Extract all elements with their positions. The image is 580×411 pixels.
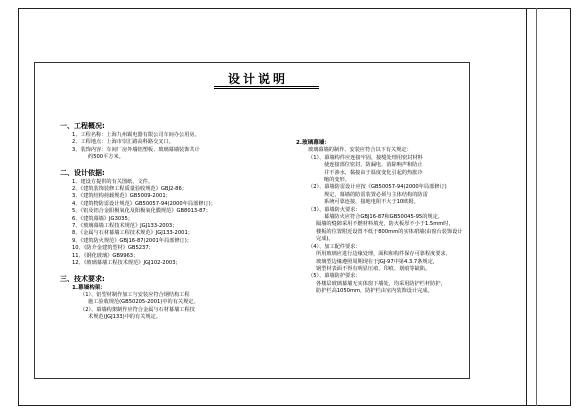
basis-line: 3、《建筑结构荷载规范》GB5009-2001；	[72, 193, 171, 200]
basis-line: 5、《铝及铝合金阳极氧化及阳极氧化膜规范》GB8013-87；	[72, 208, 211, 215]
overview-line: 2、工程地点：上海市崇汇路高科路交叉口。	[72, 139, 174, 146]
glass-line: 系统可靠连接，接地电阻不大于10欧姆。	[324, 199, 419, 206]
glass-line: 各楼层玻璃幕墙无实体窗下墙处，均采用防护栏杆防护，	[316, 280, 446, 287]
section-title-overview: 一、工程概况:	[60, 122, 105, 130]
basis-line: 4、《建筑物防雷设计规范》GB50057-94(2000年局部修订)；	[72, 200, 216, 207]
left-column	[60, 122, 280, 322]
tech-line: （1）、铝型材制作加工与安装应符合钢结构工程	[80, 291, 190, 298]
glass-line: 完成)。	[316, 236, 334, 243]
tech-line: 施工验收规范(GB50205-2001)中的有关规定。	[88, 299, 199, 306]
basis-line: 7、《玻璃幕墙工程技术规范》JGJ133-2003；	[72, 223, 178, 230]
glass-line: 防护栏高1050mm，防护栏由室内装饰设计完成。	[316, 288, 433, 295]
title-block-divider-inner	[536, 8, 537, 406]
glass-line: 玻璃型边缘遵照周期现在于JGJ-97中第4.3.7条规定，	[316, 258, 438, 265]
section-title-tech: 三、技术要求:	[60, 274, 105, 283]
glass-line: 所用玻璃应进行边缘处理，面积和构件保存可靠程度要求，	[316, 251, 451, 258]
glass-line: 幕墙防火应符合GBJ16-87和GB50045-95的规定。	[324, 214, 443, 221]
overview-line: 1、工程名称：上海九州霸电器有限公司车间办公用房。	[72, 132, 200, 138]
basis-line: 6、《建筑幕墙》JG3035；	[72, 215, 133, 222]
right-column	[296, 140, 466, 296]
page-title: 设计说明	[228, 72, 289, 86]
glass-line: （3）、幕墙防火要求：	[308, 206, 361, 213]
tech-line: 术规范(JGJ133)中的有关规定。	[88, 314, 161, 321]
glass-line: 玻璃幕墙的制作、安装应符合以下有关规定：	[308, 147, 412, 154]
section-title-basis: 二、设计依据:	[60, 168, 105, 177]
glass-line: （1）、幕墙构件应连接牢固，接缝处理用密封材料	[308, 154, 423, 161]
glass-line: （2）、幕墙防雷设计应按《GB50057-94(2000年局部修订)	[308, 184, 447, 191]
title-block-divider	[526, 8, 527, 406]
section-title-glass-curtain-wall: 2.玻璃幕墙：	[296, 140, 330, 146]
glass-line: （4）、加工配件要求：	[308, 243, 361, 250]
tech-line: （2）、幕墙构架制作应符合金属与石材幕墙工程技	[80, 306, 195, 313]
glass-line: 楼板的位置附近设置不低于800mm的实体裙墙(由窗台装饰设计	[316, 228, 463, 235]
glass-line: 规定，幕墙的防雷装置必须与主体结构的防雷	[324, 191, 428, 198]
basis-line: 2、《建筑装饰装修工程质量验收规范》GBJ2-86；	[72, 186, 187, 193]
glass-line: 并不渗水，黏接由于温度变化引起的热胀冷	[324, 169, 423, 176]
overview-line: 3、装饰内容：车间厂房外墙铝塑板、玻璃幕墙装饰共计	[72, 146, 200, 153]
overview-line: 约500平方米。	[88, 154, 124, 161]
basis-line: 1、建设方提供的有关图纸、文件。	[72, 178, 154, 185]
title-underline-double	[214, 88, 319, 89]
glass-line: 隔墙的缝隙采用不燃材料填充，防火板厚不小于1.5mm时，	[316, 221, 454, 228]
glass-line: 钢型材表面不得有明显压痕、印痕、划痕等缺陷。	[316, 265, 431, 272]
basis-line: 8、《金属与石材幕墙工程技术规范》JGJ133-2001；	[72, 230, 193, 237]
basis-line: 9、《建筑防火规范》GBJ16-87(2001年局部修订)；	[72, 237, 192, 244]
title-underline	[214, 86, 319, 87]
tech-subsection-frame: 1.幕墙构架：	[72, 284, 106, 291]
basis-line: 11、《钢化玻璃》GB9963；	[72, 252, 139, 259]
basis-line: 10、《防介金建筑型材》GB5237；	[72, 245, 154, 252]
glass-line: （5）、幕墙防护要求：	[308, 273, 361, 280]
basis-line: 12、《玻璃幕墙工程技术规范》JGJ102-2003；	[72, 260, 181, 267]
glass-line: 缩的变形。	[324, 177, 350, 184]
glass-line: 使连接部位密封，防漏电、消除响声和防止	[324, 162, 423, 169]
